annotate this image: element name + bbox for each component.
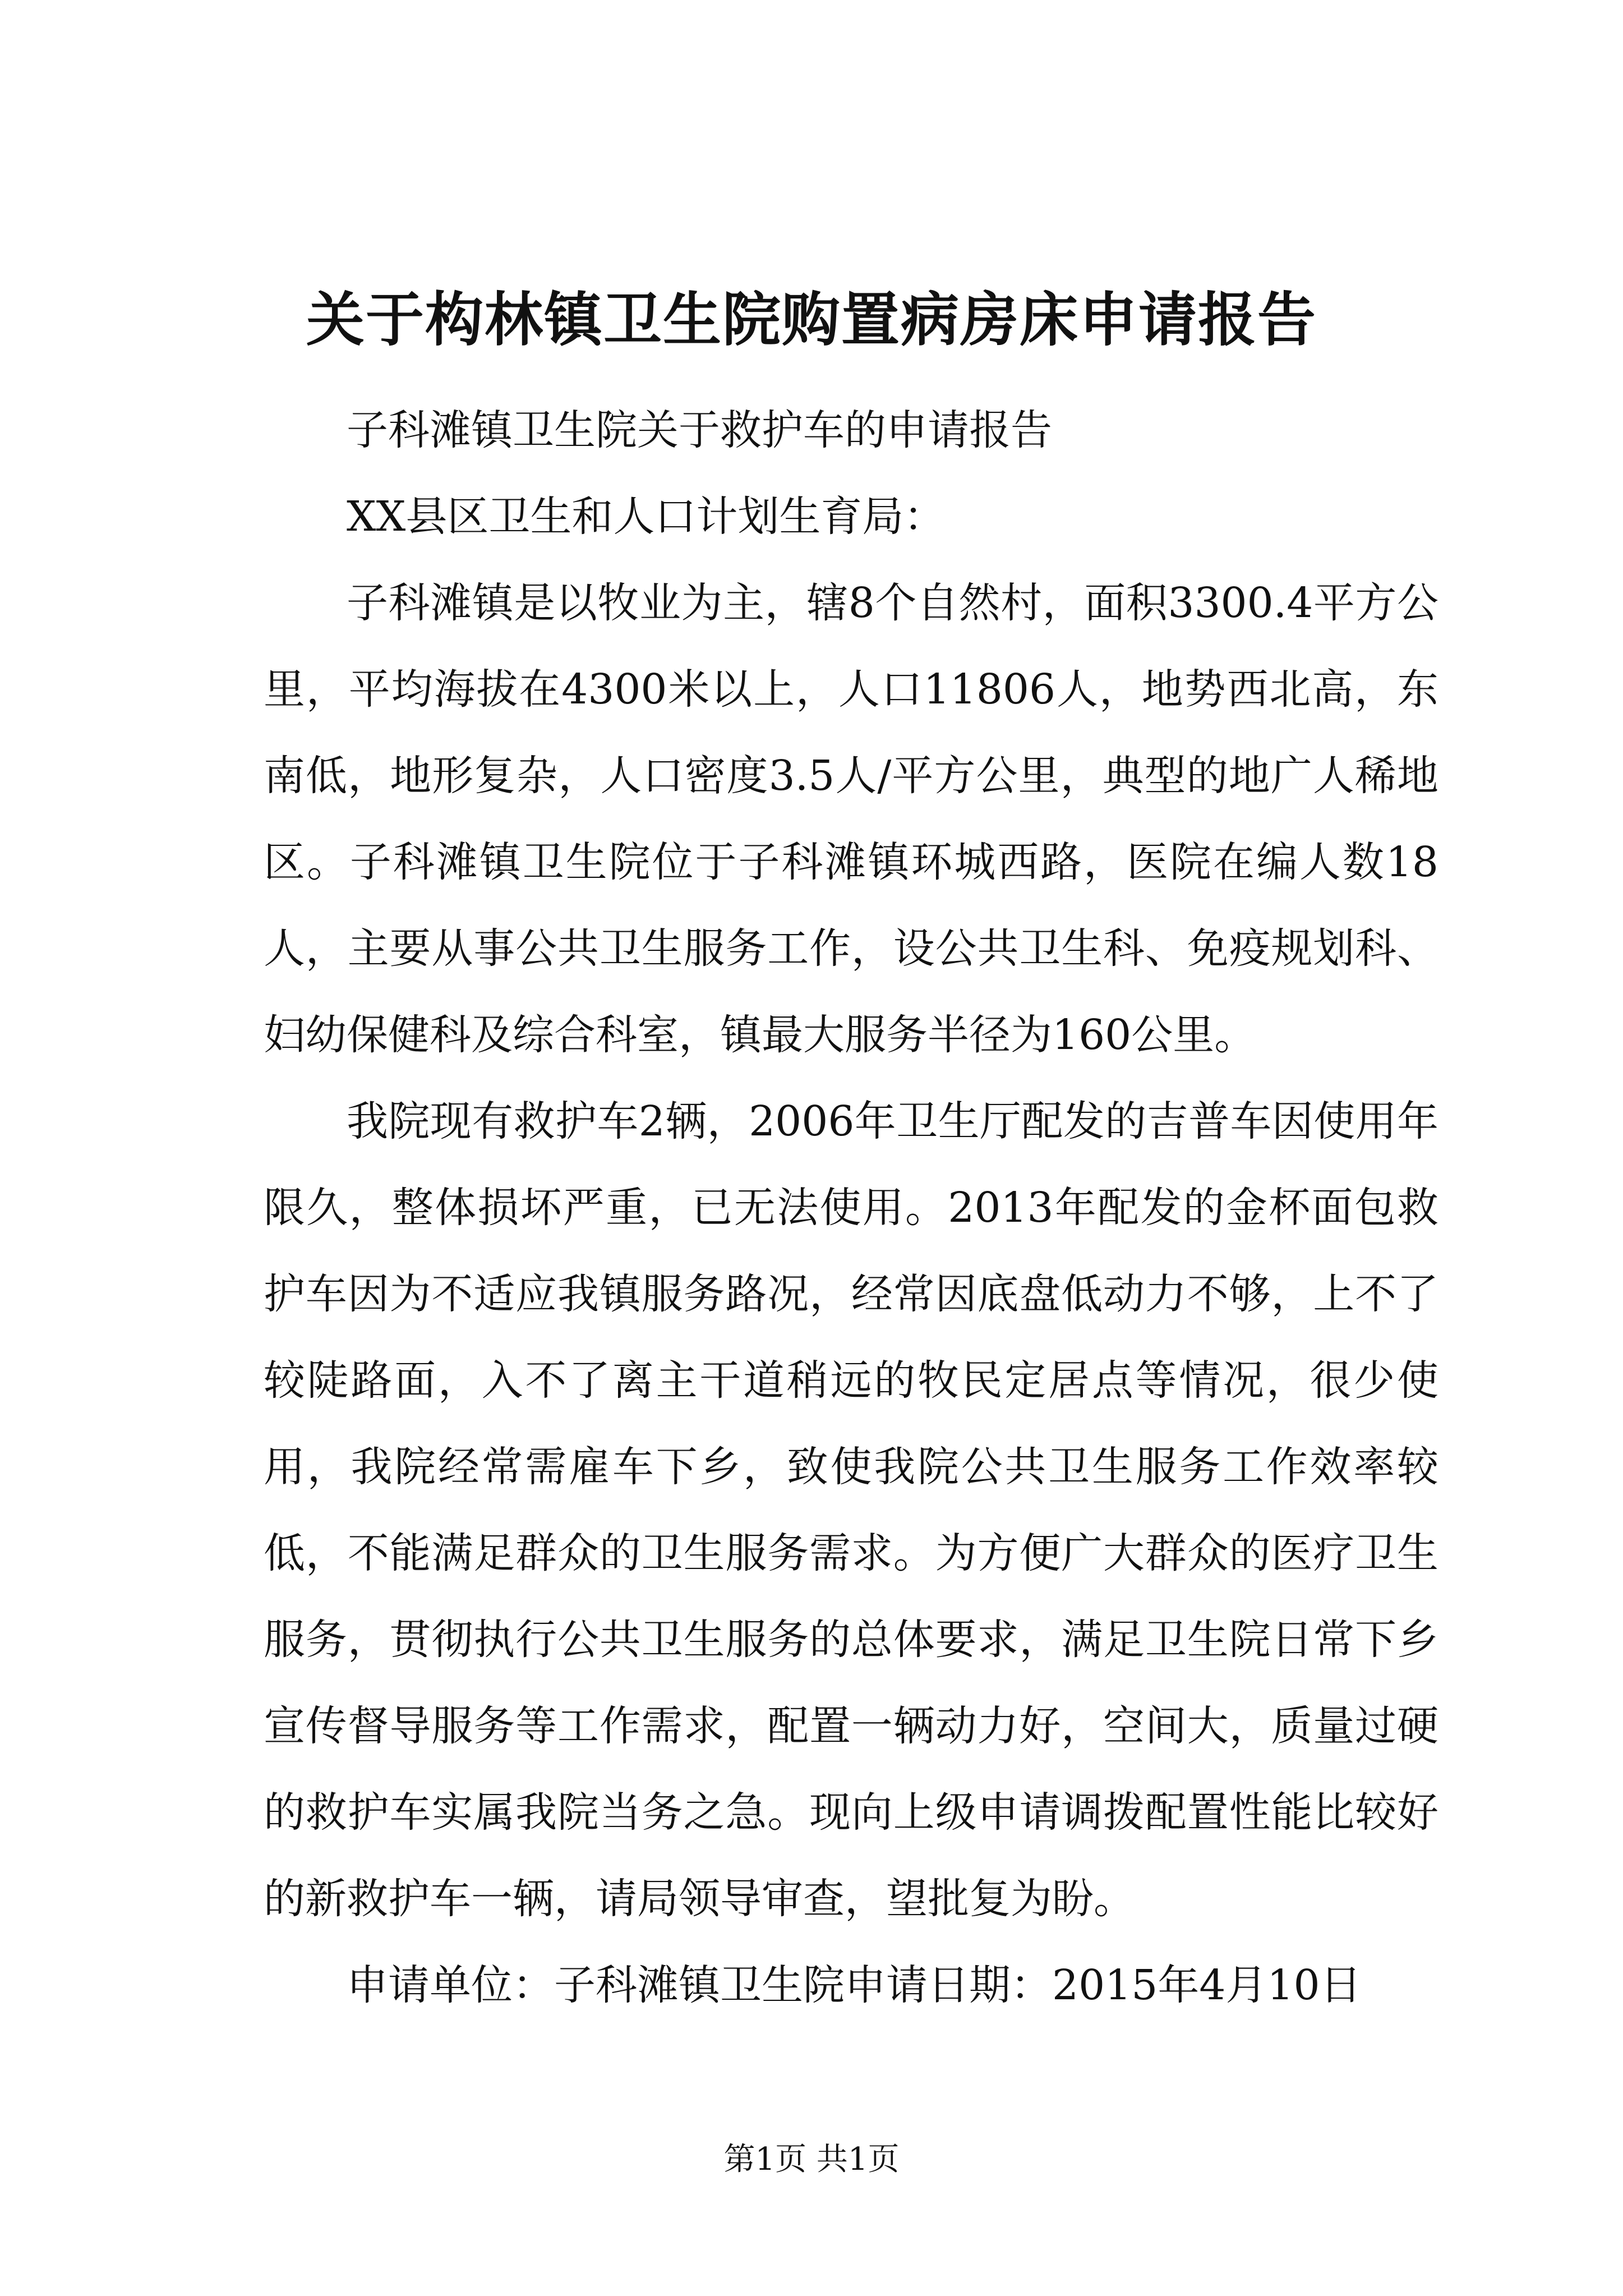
document-title: 关于构林镇卫生院购置病房床申请报告 [306, 285, 1317, 354]
body-paragraph-1: 子科滩镇是以牧业为主，辖8个自然村，面积3300.4平方公里，平均海拔在4300米以上，人口11806人，地势西北高，东南低，地形复杂，人口密度3.5人/平方公里，典型的地广人稀地区。子科滩镇卫生院位于子科滩镇环城西路，医院在编人数18人，主要从事公共卫生服务工作，设公共卫生科、免疫规划科、妇幼保健科及综合科室，镇最大服务半径为160公里。 [264, 579, 1438, 1059]
signature-line: 申请单位：子科滩镇卫生院申请日期：2015年4月10日 [347, 1961, 1362, 2009]
addressee: XX县区卫生和人口计划生育局： [347, 493, 946, 541]
document-body [264, 387, 1438, 2028]
subtitle: 子科滩镇卫生院关于救护车的申请报告 [347, 406, 1052, 454]
body-paragraph-2: 我院现有救护车2辆，2006年卫生厅配发的吉普车因使用年限久，整体损坏严重，已无法使用。2013年配发的金杯面包救护车因为不适应我镇服务路况，经常因底盘低动力不够，上不了较陡路面，入不了离主干道稍远的牧民定居点等情况，很少使用，我院经常需雇车下乡，致使我院公共卫生服务工作效率较低，不能满足群众的卫生服务需求。为方便广大群众的医疗卫生服务，贯彻执行公共卫生服务的总体要求，满足卫生院日常下乡宣传督导服务等工作需求，配置一辆动力好，空间大，质量过硬的救护车实属我院当务之急。现向上级申请调拨配置性能比较好的新救护车一辆，请局领导审查，望批复为盼。 [264, 1097, 1438, 1923]
page-footer: 第1页 共1页 [723, 2141, 900, 2178]
